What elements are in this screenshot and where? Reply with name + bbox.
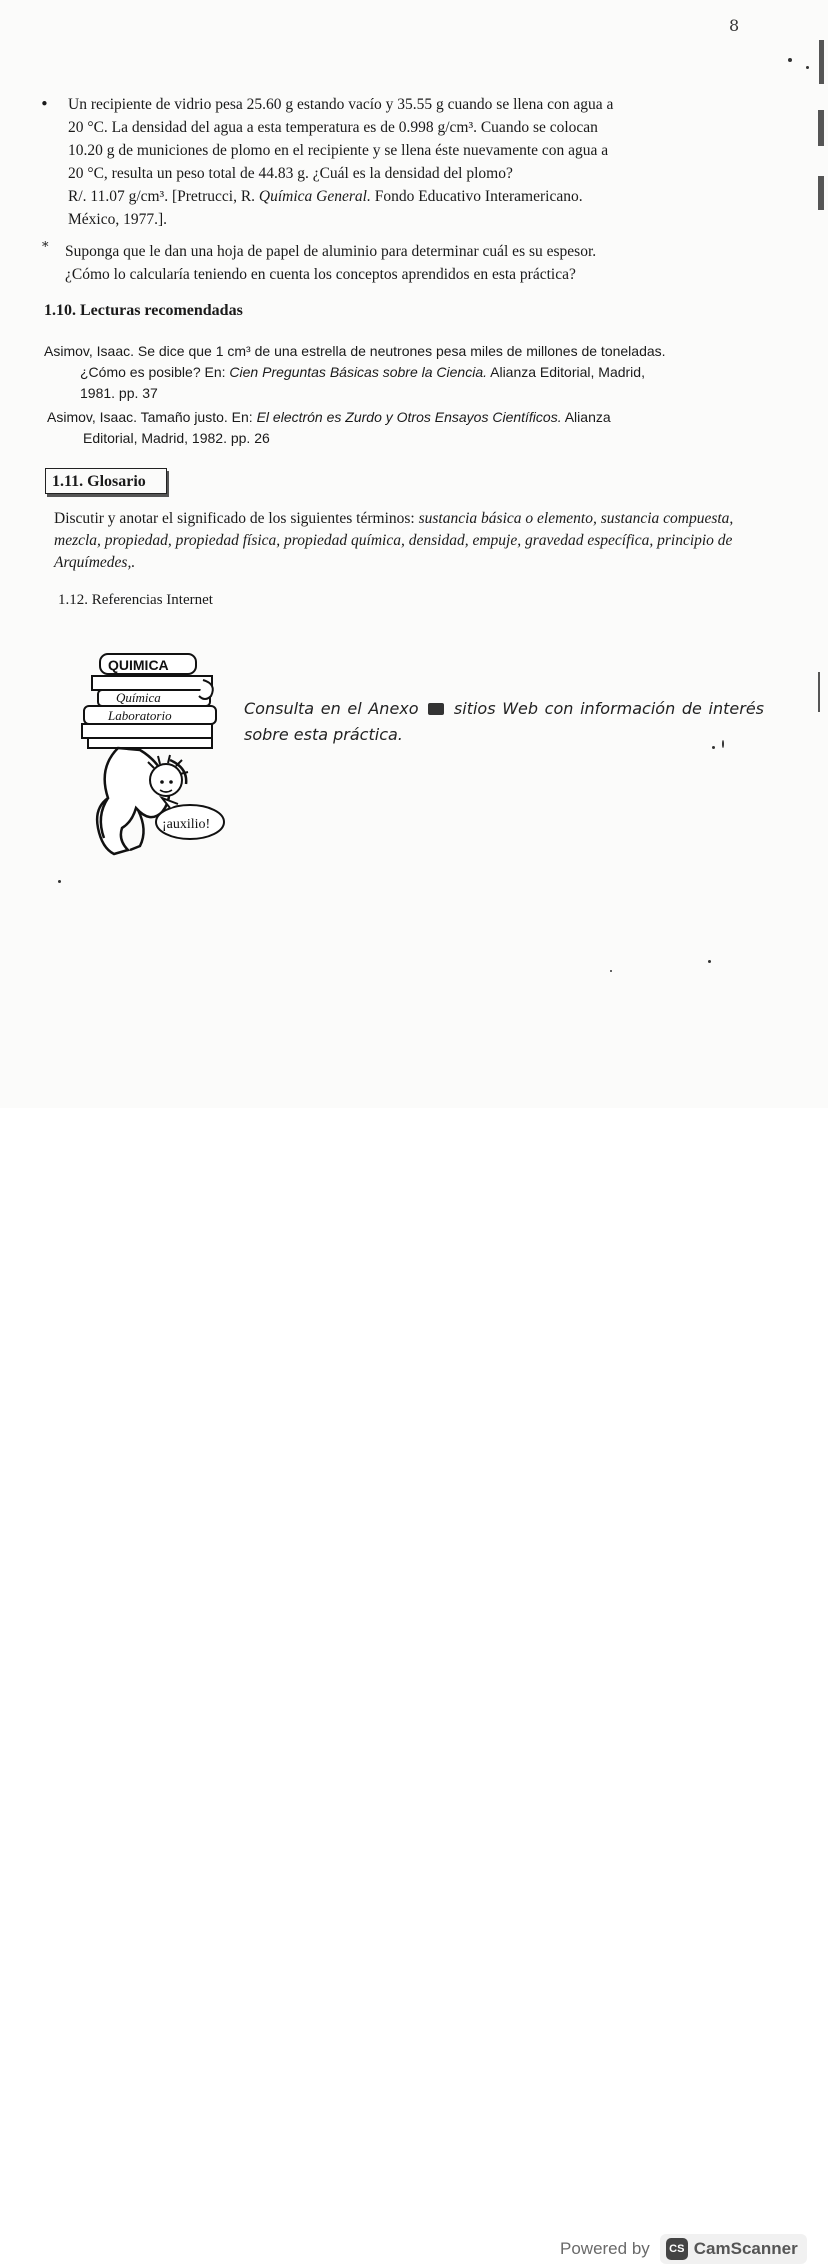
scan-edge-mark	[818, 672, 820, 712]
scanned-page	[0, 0, 828, 1108]
camscanner-name: CamScanner	[693, 2239, 798, 2258]
problem-1-line-2: 20 °C. La densidad del agua a esta temperatura es de 0.998 g/cm³. Cuando se colocan	[68, 119, 598, 136]
scan-edge-mark	[819, 40, 824, 84]
answer-prefix: R/. 11.07 g/cm³. [Pretrucci, R.	[68, 188, 256, 205]
book-2-label: Química	[116, 690, 161, 705]
section-heading-lecturas: 1.10. Lecturas recomendadas	[44, 302, 243, 319]
answer-title: Química General.	[258, 188, 371, 205]
problem-1-line-4: 20 °C, resulta un peso total de 44.83 g. ¿Cuál es la densidad del plomo?	[68, 165, 513, 182]
ref-1-line-2-suffix: Alianza Editorial, Madrid,	[490, 364, 645, 380]
book-3-label: Laboratorio	[108, 708, 172, 723]
chemistry-illustration	[78, 640, 238, 862]
scan-edge-mark	[818, 110, 824, 146]
page-number: 8	[729, 16, 740, 35]
problem-1-line-3: 10.20 g de municiones de plomo en el recipiente y se llena éste nuevamente con agua a	[68, 142, 609, 159]
ref-1-line-2-prefix: ¿Cómo es posible? En:	[80, 364, 226, 380]
camscanner-brand	[660, 2234, 807, 2264]
problem-2-line-2: ¿Cómo lo calcularía teniendo en cuenta los conceptos aprendidos en esta práctica?	[65, 266, 576, 283]
section-heading-glosario: 1.11. Glosario	[45, 468, 167, 494]
glosario-terms: sustancia básica o elemento, sustancia compuesta, mezcla, propiedad, propiedad física, propiedad química, densidad, empuje, gravedad específica, principio de Arquímedes,.	[54, 510, 734, 571]
consulta-prefix: Consulta en el Anexo	[244, 699, 419, 718]
glosario-prefix: Discutir y anotar el significado de los siguientes términos:	[54, 510, 415, 527]
consulta-suffix: sitios Web con información de interés sobre esta práctica.	[244, 699, 765, 744]
reference-2	[47, 407, 767, 449]
ref-2-book-title: El electrón es Zurdo y Otros Ensayos Científicos.	[256, 409, 562, 425]
consulta-text	[244, 696, 764, 748]
bullet-icon: •	[40, 95, 49, 113]
footer	[0, 1108, 828, 2258]
scan-speck	[708, 960, 711, 963]
ref-1-line-3: 1981. pp. 37	[80, 385, 158, 401]
ref-1-book-title: Cien Preguntas Básicas sobre la Ciencia.	[229, 364, 487, 380]
reference-1	[44, 341, 764, 404]
section-heading-referencias: 1.12. Referencias Internet	[58, 592, 213, 608]
ref-1-line-2	[44, 362, 764, 383]
scan-speck	[806, 66, 809, 69]
problem-1-line-1: Un recipiente de vidrio pesa 25.60 g estando vacío y 35.55 g cuando se llena con agua a	[68, 96, 614, 113]
scan-speck	[722, 740, 724, 748]
scan-edge-mark	[818, 176, 824, 210]
scan-speck	[712, 746, 715, 749]
ref-1-line-1: Asimov, Isaac. Se dice que 1 cm³ de una estrella de neutrones pesa miles de millones de toneladas.	[44, 343, 666, 359]
speech-bubble-text: ¡auxilio!	[162, 817, 211, 832]
scan-speck	[610, 970, 612, 972]
answer-line-2: México, 1977.].	[68, 211, 168, 228]
problem-1-answer	[68, 185, 758, 208]
ref-2-line-2: Editorial, Madrid, 1982. pp. 26	[83, 430, 270, 446]
answer-suffix: Fondo Educativo Interamericano.	[374, 188, 583, 205]
glosario-text	[54, 508, 762, 574]
scan-speck	[788, 58, 792, 62]
camscanner-logo-icon: CS	[666, 2238, 688, 2260]
student-carrying-books-icon	[78, 640, 238, 862]
problem-2-line-1: Suponga que le dan una hoja de papel de aluminio para determinar cuál es su espesor.	[65, 243, 597, 260]
scan-speck	[58, 880, 61, 883]
asterisk-icon: *	[42, 240, 49, 255]
powered-by-label: Powered by	[560, 2239, 650, 2258]
camscanner-watermark	[560, 2232, 807, 2266]
book-1-label: QUIMICA	[108, 657, 169, 673]
problem-1	[68, 93, 758, 231]
ref-2-line-1	[47, 407, 767, 428]
hand-pointer-icon	[428, 703, 444, 715]
problem-2	[65, 240, 765, 286]
ref-2-line-1-prefix: Asimov, Isaac. Tamaño justo. En:	[47, 409, 253, 425]
ref-2-line-1-suffix: Alianza	[564, 409, 611, 425]
